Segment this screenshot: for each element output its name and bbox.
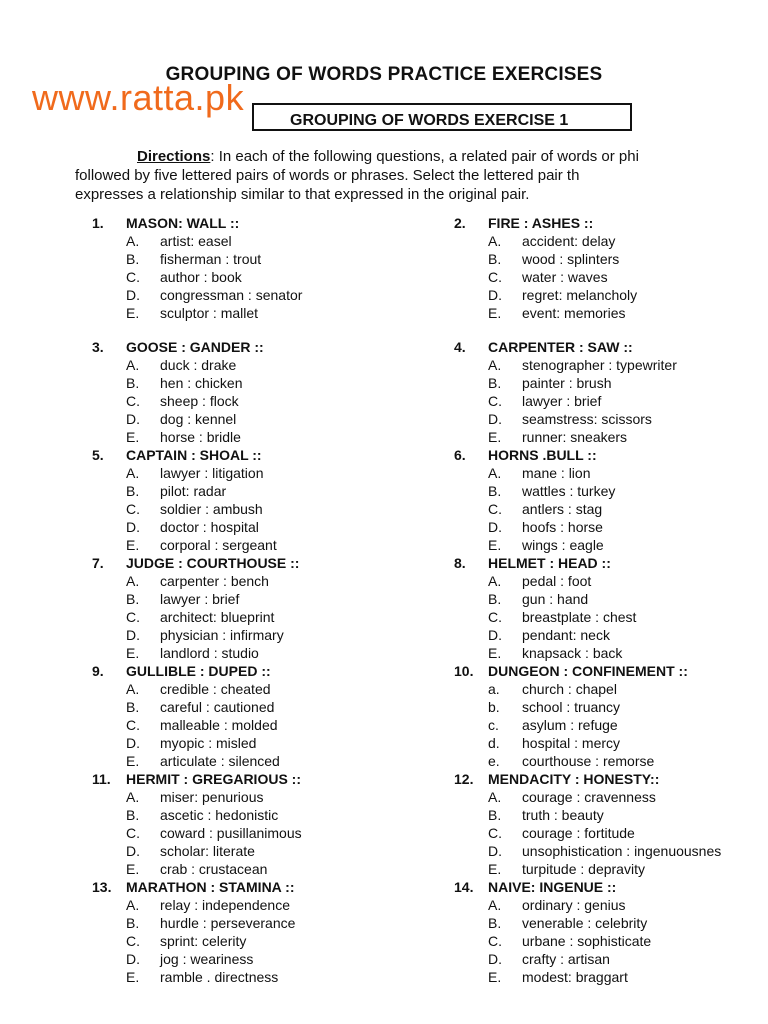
option-text: venerable : celebrity xyxy=(522,915,648,931)
question-number: 6. xyxy=(454,447,466,463)
option-text: event: memories xyxy=(522,305,626,321)
option-letter: E. xyxy=(488,305,502,321)
answer-option xyxy=(92,392,442,410)
answer-option xyxy=(92,716,442,734)
answer-option xyxy=(92,250,442,268)
question-2 xyxy=(454,214,768,322)
option-text: sculptor : mallet xyxy=(160,305,259,321)
answer-option xyxy=(92,626,442,644)
option-letter: C. xyxy=(488,393,502,409)
answer-option xyxy=(92,590,442,608)
question-stem-row xyxy=(454,338,768,356)
option-text: sprint: celerity xyxy=(160,933,247,949)
question-stem: CAPTAIN : SHOAL :: xyxy=(126,447,262,463)
question-number: 8. xyxy=(454,555,466,571)
question-stem: JUDGE : COURTHOUSE :: xyxy=(126,555,300,571)
option-text: ramble . directness xyxy=(160,969,279,985)
option-letter: B. xyxy=(126,699,140,715)
option-letter: A. xyxy=(126,233,140,249)
directions xyxy=(75,147,768,204)
answer-option xyxy=(92,232,442,250)
option-letter: B. xyxy=(126,251,140,267)
answer-option xyxy=(454,716,768,734)
answer-option xyxy=(92,680,442,698)
option-letter: C. xyxy=(126,717,140,733)
answer-option xyxy=(454,752,768,770)
option-text: wattles : turkey xyxy=(522,483,616,499)
answer-option xyxy=(92,428,442,446)
option-text: physician : infirmary xyxy=(160,627,284,643)
answer-option xyxy=(454,286,768,304)
option-text: crafty : artisan xyxy=(522,951,610,967)
answer-option xyxy=(454,232,768,250)
answer-option xyxy=(454,950,768,968)
answer-option xyxy=(454,374,768,392)
option-letter: C. xyxy=(488,933,502,949)
option-letter: B. xyxy=(126,375,140,391)
option-text: pendant: neck xyxy=(522,627,610,643)
answer-option xyxy=(92,806,442,824)
option-text: hospital : mercy xyxy=(522,735,621,751)
option-text: courthouse : remorse xyxy=(522,753,655,769)
option-letter: E. xyxy=(488,537,502,553)
answer-option xyxy=(454,590,768,608)
question-stem: MASON: WALL :: xyxy=(126,215,240,231)
question-stem-row xyxy=(454,770,768,788)
option-letter: E. xyxy=(488,429,502,445)
answer-option xyxy=(454,250,768,268)
answer-option xyxy=(92,356,442,374)
option-text: lawyer : brief xyxy=(160,591,240,607)
spacer xyxy=(454,322,768,338)
option-letter: A. xyxy=(488,573,502,589)
option-letter: E. xyxy=(488,969,502,985)
answer-option xyxy=(92,482,442,500)
option-letter: D. xyxy=(126,411,140,427)
option-letter: D. xyxy=(126,951,140,967)
answer-option xyxy=(454,914,768,932)
answer-option xyxy=(92,644,442,662)
option-text: mane : lion xyxy=(522,465,591,481)
option-letter: E. xyxy=(488,861,502,877)
answer-option xyxy=(454,392,768,410)
question-stem-row xyxy=(92,878,442,896)
question-4 xyxy=(454,338,768,446)
option-text: crab : crustacean xyxy=(160,861,268,877)
option-letter: A. xyxy=(488,897,502,913)
answer-option xyxy=(454,428,768,446)
question-8 xyxy=(454,554,768,662)
option-letter: D. xyxy=(488,843,502,859)
directions-text-1: : In each of the following questions, a related pair of words or phi xyxy=(210,148,639,165)
question-1 xyxy=(92,214,442,322)
question-number: 11. xyxy=(92,771,111,787)
question-14 xyxy=(454,878,768,986)
answer-option xyxy=(92,608,442,626)
option-text: pilot: radar xyxy=(160,483,227,499)
option-letter: B. xyxy=(488,483,502,499)
question-stem: CARPENTER : SAW :: xyxy=(488,339,633,355)
question-stem-row xyxy=(454,446,768,464)
question-stem: HELMET : HEAD :: xyxy=(488,555,611,571)
option-letter: C. xyxy=(126,501,140,517)
watermark-link[interactable]: www.ratta.pk xyxy=(32,77,245,118)
option-letter: D. xyxy=(126,843,140,859)
answer-option xyxy=(454,824,768,842)
question-stem-row xyxy=(92,770,442,788)
question-stem-row xyxy=(454,878,768,896)
option-text: wings : eagle xyxy=(522,537,604,553)
question-number: 14. xyxy=(454,879,474,895)
option-letter: E. xyxy=(126,753,140,769)
question-stem: MENDACITY : HONESTY:: xyxy=(488,771,660,787)
question-stem: DUNGEON : CONFINEMENT :: xyxy=(488,663,688,679)
option-letter: E. xyxy=(488,645,502,661)
question-6 xyxy=(454,446,768,554)
option-letter: E. xyxy=(126,537,140,553)
answer-option xyxy=(454,464,768,482)
question-7 xyxy=(92,554,442,662)
answer-option xyxy=(454,536,768,554)
option-text: accident: delay xyxy=(522,233,616,249)
option-letter: B. xyxy=(126,915,140,931)
option-letter: E. xyxy=(126,429,140,445)
answer-option xyxy=(454,842,768,860)
option-text: coward : pusillanimous xyxy=(160,825,302,841)
option-letter: D. xyxy=(488,287,502,303)
questions-right-column xyxy=(454,214,768,986)
answer-option xyxy=(92,464,442,482)
question-number: 4. xyxy=(454,339,466,355)
answer-option xyxy=(454,968,768,986)
option-text: fisherman : trout xyxy=(160,251,262,267)
option-text: ordinary : genius xyxy=(522,897,626,913)
option-letter: C. xyxy=(126,609,140,625)
answer-option xyxy=(92,572,442,590)
answer-option xyxy=(92,734,442,752)
question-number: 12. xyxy=(454,771,474,787)
directions-line-3: expresses a relationship similar to that expressed in the original pair. xyxy=(75,186,530,203)
option-letter: D. xyxy=(126,519,140,535)
option-text: careful : cautioned xyxy=(160,699,275,715)
question-stem: NAIVE: INGENUE :: xyxy=(488,879,617,895)
answer-option xyxy=(454,482,768,500)
option-letter: e. xyxy=(488,753,500,769)
answer-option xyxy=(92,824,442,842)
answer-option xyxy=(92,304,442,322)
option-text: truth : beauty xyxy=(522,807,604,823)
option-text: church : chapel xyxy=(522,681,617,697)
question-10 xyxy=(454,662,768,770)
question-number: 1. xyxy=(92,215,104,231)
option-text: author : book xyxy=(160,269,242,285)
question-13 xyxy=(92,878,442,986)
answer-option xyxy=(454,572,768,590)
answer-option xyxy=(454,644,768,662)
question-stem-row xyxy=(454,662,768,680)
option-letter: C. xyxy=(126,933,140,949)
option-text: painter : brush xyxy=(522,375,612,391)
answer-option xyxy=(454,626,768,644)
answer-option xyxy=(92,698,442,716)
question-9 xyxy=(92,662,442,770)
question-11 xyxy=(92,770,442,878)
answer-option xyxy=(454,356,768,374)
answer-option xyxy=(454,788,768,806)
directions-line-2: followed by five lettered pairs of words or phrases. Select the lettered pair th xyxy=(75,167,580,184)
option-letter: B. xyxy=(488,591,502,607)
directions-line-1 xyxy=(75,147,768,166)
question-number: 3. xyxy=(92,339,104,355)
option-text: duck : drake xyxy=(160,357,237,373)
exercise-title: GROUPING OF WORDS EXERCISE 1 xyxy=(290,112,569,129)
option-letter: D. xyxy=(126,287,140,303)
answer-option xyxy=(92,410,442,428)
option-letter: a. xyxy=(488,681,500,697)
page-title: GROUPING OF WORDS PRACTICE EXERCISES xyxy=(165,64,603,85)
option-letter: A. xyxy=(488,357,502,373)
option-letter: A. xyxy=(488,465,502,481)
option-text: school : truancy xyxy=(522,699,621,715)
question-stem-row xyxy=(92,338,442,356)
question-stem-row xyxy=(92,554,442,572)
option-text: pedal : foot xyxy=(522,573,592,589)
option-text: architect: blueprint xyxy=(160,609,275,625)
option-letter: C. xyxy=(488,825,502,841)
question-stem-row xyxy=(454,214,768,232)
spacer xyxy=(92,322,442,338)
answer-option xyxy=(92,860,442,878)
question-5 xyxy=(92,446,442,554)
question-12 xyxy=(454,770,768,878)
answer-option xyxy=(454,806,768,824)
option-letter: A. xyxy=(488,789,502,805)
option-letter: D. xyxy=(488,627,502,643)
option-text: wood : splinters xyxy=(522,251,620,267)
answer-option xyxy=(92,286,442,304)
option-letter: E. xyxy=(126,861,140,877)
option-letter: D. xyxy=(126,627,140,643)
option-letter: A. xyxy=(126,573,140,589)
option-text: courage : cravenness xyxy=(522,789,656,805)
option-text: gun : hand xyxy=(522,591,589,607)
option-letter: E. xyxy=(126,305,140,321)
answer-option xyxy=(92,374,442,392)
answer-option xyxy=(454,500,768,518)
option-letter: A. xyxy=(126,681,140,697)
option-letter: B. xyxy=(488,251,502,267)
option-text: scholar: literate xyxy=(160,843,255,859)
question-stem: HORNS .BULL :: xyxy=(488,447,597,463)
answer-option xyxy=(92,500,442,518)
option-letter: E. xyxy=(126,645,140,661)
question-number: 9. xyxy=(92,663,104,679)
answer-option xyxy=(454,680,768,698)
option-text: water : waves xyxy=(522,269,608,285)
option-text: ascetic : hedonistic xyxy=(160,807,279,823)
option-text: doctor : hospital xyxy=(160,519,259,535)
option-letter: D. xyxy=(488,519,502,535)
option-letter: B. xyxy=(126,591,140,607)
option-text: regret: melancholy xyxy=(522,287,638,303)
answer-option xyxy=(92,752,442,770)
question-number: 7. xyxy=(92,555,104,571)
question-number: 13. xyxy=(92,879,112,895)
option-letter: A. xyxy=(488,233,502,249)
option-text: stenographer : typewriter xyxy=(522,357,677,373)
answer-option xyxy=(92,788,442,806)
option-letter: D. xyxy=(488,411,502,427)
option-text: sheep : flock xyxy=(160,393,239,409)
option-text: turpitude : depravity xyxy=(522,861,645,877)
option-text: hurdle : perseverance xyxy=(160,915,296,931)
option-letter: B. xyxy=(488,375,502,391)
answer-option xyxy=(454,698,768,716)
question-stem: HERMIT : GREGARIOUS :: xyxy=(126,771,301,787)
option-letter: C. xyxy=(126,393,140,409)
option-text: landlord : studio xyxy=(160,645,259,661)
option-text: credible : cheated xyxy=(160,681,271,697)
option-letter: B. xyxy=(488,915,502,931)
answer-option xyxy=(92,968,442,986)
option-text: asylum : refuge xyxy=(522,717,618,733)
option-text: jog : weariness xyxy=(160,951,254,967)
question-stem-row xyxy=(92,214,442,232)
option-letter: c. xyxy=(488,717,499,733)
directions-label: Directions xyxy=(137,148,211,165)
option-text: courage : fortitude xyxy=(522,825,635,841)
option-letter: C. xyxy=(488,501,502,517)
option-letter: E. xyxy=(126,969,140,985)
answer-option xyxy=(454,304,768,322)
option-text: lawyer : brief xyxy=(522,393,602,409)
option-letter: C. xyxy=(126,269,140,285)
option-text: soldier : ambush xyxy=(160,501,263,517)
option-letter: A. xyxy=(126,357,140,373)
option-text: relay : independence xyxy=(160,897,290,913)
option-text: urbane : sophisticate xyxy=(522,933,652,949)
answer-option xyxy=(92,536,442,554)
option-text: modest: braggart xyxy=(522,969,628,985)
question-3 xyxy=(92,338,442,446)
option-letter: C. xyxy=(126,825,140,841)
option-text: runner: sneakers xyxy=(522,429,628,445)
question-stem: GULLIBLE : DUPED :: xyxy=(126,663,271,679)
answer-option xyxy=(92,842,442,860)
question-stem: MARATHON : STAMINA :: xyxy=(126,879,295,895)
option-letter: C. xyxy=(488,609,502,625)
answer-option xyxy=(454,410,768,428)
questions-left-column xyxy=(92,214,442,986)
question-stem: GOOSE : GANDER :: xyxy=(126,339,264,355)
option-letter: b. xyxy=(488,699,500,715)
option-text: dog : kennel xyxy=(160,411,237,427)
answer-option xyxy=(92,896,442,914)
answer-option xyxy=(454,518,768,536)
question-number: 10. xyxy=(454,663,474,679)
option-text: myopic : misled xyxy=(160,735,257,751)
question-stem-row xyxy=(92,446,442,464)
option-text: artist: easel xyxy=(160,233,232,249)
answer-option xyxy=(454,932,768,950)
answer-option xyxy=(92,268,442,286)
option-text: congressman : senator xyxy=(160,287,303,303)
answer-option xyxy=(454,268,768,286)
option-text: hen : chicken xyxy=(160,375,243,391)
option-text: antlers : stag xyxy=(522,501,603,517)
answer-option xyxy=(454,860,768,878)
question-stem: FIRE : ASHES :: xyxy=(488,215,594,231)
question-stem-row xyxy=(92,662,442,680)
answer-option xyxy=(92,932,442,950)
option-letter: D. xyxy=(126,735,140,751)
option-text: hoofs : horse xyxy=(522,519,603,535)
answer-option xyxy=(454,896,768,914)
option-letter: C. xyxy=(488,269,502,285)
question-number: 2. xyxy=(454,215,466,231)
answer-option xyxy=(92,518,442,536)
option-text: corporal : sergeant xyxy=(160,537,277,553)
answer-option xyxy=(454,734,768,752)
option-letter: D. xyxy=(488,951,502,967)
option-text: unsophistication : ingenuousnes xyxy=(522,843,722,859)
answer-option xyxy=(454,608,768,626)
option-text: horse : bridle xyxy=(160,429,241,445)
question-number: 5. xyxy=(92,447,104,463)
option-text: seamstress: scissors xyxy=(522,411,652,427)
question-stem-row xyxy=(454,554,768,572)
option-letter: A. xyxy=(126,897,140,913)
option-text: breastplate : chest xyxy=(522,609,637,625)
option-text: articulate : silenced xyxy=(160,753,280,769)
answer-option xyxy=(92,914,442,932)
option-letter: B. xyxy=(488,807,502,823)
answer-option xyxy=(92,950,442,968)
option-text: malleable : molded xyxy=(160,717,278,733)
option-letter: A. xyxy=(126,465,140,481)
option-letter: A. xyxy=(126,789,140,805)
option-letter: d. xyxy=(488,735,500,751)
option-letter: B. xyxy=(126,483,140,499)
option-letter: B. xyxy=(126,807,140,823)
option-text: miser: penurious xyxy=(160,789,264,805)
option-text: lawyer : litigation xyxy=(160,465,264,481)
option-text: carpenter : bench xyxy=(160,573,269,589)
option-text: knapsack : back xyxy=(522,645,623,661)
